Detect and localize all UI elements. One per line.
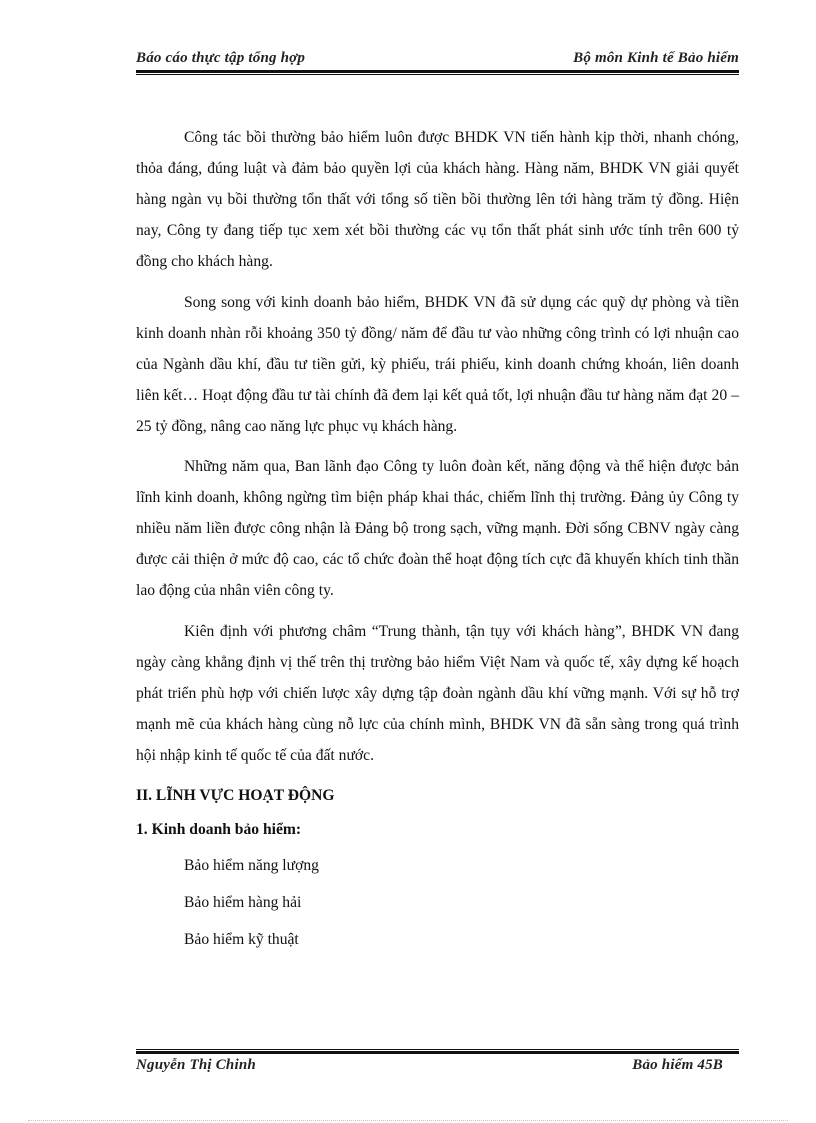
page-body	[136, 122, 739, 958]
list-item: Bảo hiểm kỹ thuật	[184, 931, 299, 948]
section-heading: II. LĨNH VỰC HOẠT ĐỘNG	[136, 787, 335, 804]
list-item: Bảo hiểm năng lượng	[184, 857, 319, 874]
footer-rule-thick	[136, 1051, 739, 1054]
page-edge-divider	[28, 1120, 788, 1121]
paragraph: Song song với kinh doanh bảo hiểm, BHDK VN đã sử dụng các quỹ dự phòng và tiền kinh doanh nhàn rỗi khoảng 350 tỷ đồng/ năm để đầu tư vào những công trình có lợi nhuận cao của Ngành dầu khí, đầu tư tiền gửi, kỳ phiếu, trái phiếu, kinh doanh chứng khoán, liên doanh liên kết… Hoạt động đầu tư tài chính đã đem lại kết quả tốt, lợi nhuận đầu tư hàng năm đạt 20 – 25 tỷ đồng, nâng cao năng lực phục vụ khách hàng.	[136, 293, 739, 435]
footer-rule-thin	[136, 1049, 739, 1050]
header-department: Bộ môn Kinh tế Bảo hiểm	[573, 50, 739, 66]
footer-author: Nguyễn Thị Chinh	[136, 1057, 256, 1073]
insurance-list	[136, 847, 739, 958]
list-item: Bảo hiểm hàng hải	[184, 894, 302, 911]
page-header	[136, 48, 739, 72]
paragraph: Kiên định với phương châm “Trung thành, tận tụy với khách hàng”, BHDK VN đang ngày càng khẳng định vị thế trên thị trường bảo hiểm Việt Nam và quốc tế, xây dựng kế hoạch phát triển phù hợp với chiến lược xây dựng tập đoàn ngành dầu khí vững mạnh. Với sự hỗ trợ mạnh mẽ của khách hàng cùng nỗ lực của chính mình, BHDK VN đã sẵn sàng trong quá trình hội nhập kinh tế quốc tế của đất nước.	[136, 622, 739, 764]
page-footer	[136, 1049, 739, 1075]
header-report-title: Báo cáo thực tập tổng hợp	[136, 50, 306, 66]
footer-class: Bảo hiểm 45B	[632, 1057, 723, 1073]
paragraph: Công tác bồi thường bảo hiểm luôn được BHDK VN tiến hành kịp thời, nhanh chóng, thỏa đáng, đúng luật và đảm bảo quyền lợi của khách hàng. Hàng năm, BHDK VN giải quyết hàng ngàn vụ bồi thường tổn thất với tổng số tiền bồi thường lên tới hàng trăm tỷ đồng. Hiện nay, Công ty đang tiếp tục xem xét bồi thường các vụ tổn thất phát sinh ước tính trên 600 tỷ đồng cho khách hàng.	[136, 129, 739, 270]
header-rule-thin	[136, 74, 739, 75]
subsection-heading: 1. Kinh doanh bảo hiểm:	[136, 821, 302, 838]
paragraph: Những năm qua, Ban lãnh đạo Công ty luôn đoàn kết, năng động và thể hiện được bản lĩnh kinh doanh, không ngừng tìm biện pháp khai thác, chiếm lĩnh thị trường. Đảng ủy Công ty nhiều năm liền được công nhận là Đảng bộ trong sạch, vững mạnh. Đời sống CBNV ngày càng được cải thiện ở mức độ cao, các tổ chức đoàn thể hoạt động tích cực đã khuyến khích tinh thần lao động của nhân viên công ty.	[136, 458, 739, 599]
header-rule-thick	[136, 70, 739, 73]
